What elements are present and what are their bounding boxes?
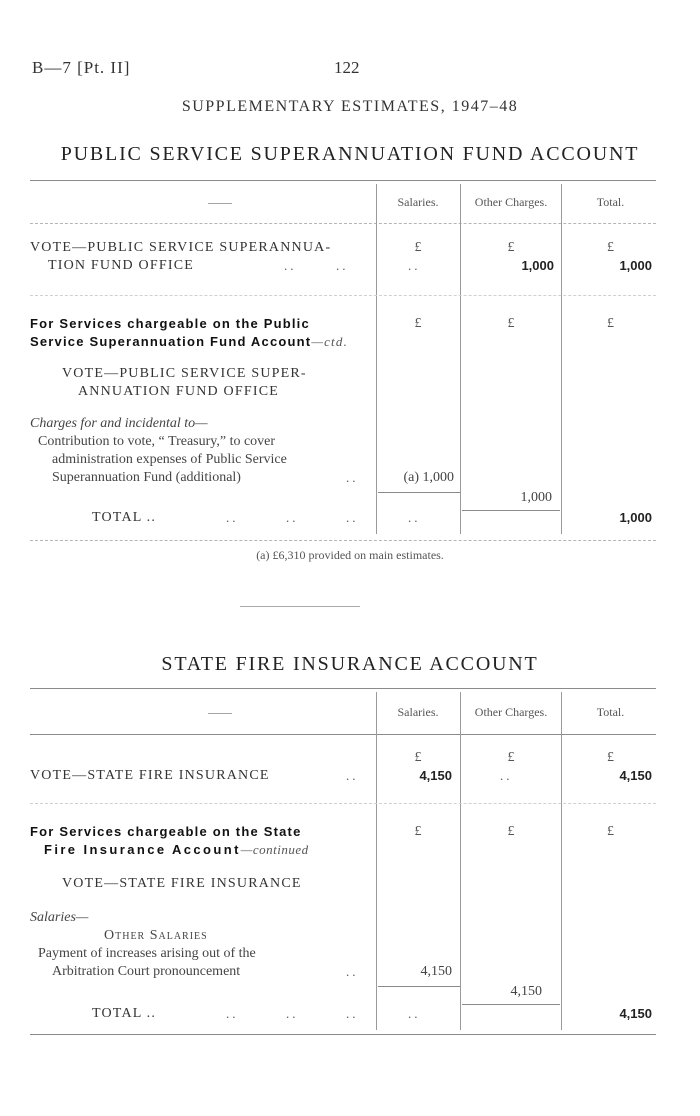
- services-heading: For Services chargeable on the State: [30, 824, 302, 839]
- table-rule-bottom: [30, 540, 656, 541]
- subtotal-rule: [378, 986, 460, 987]
- pound-sign: £: [507, 824, 515, 839]
- services-heading-cont: Service Superannuation Fund Account—ctd.: [30, 334, 349, 349]
- other-salaries-heading: Other Salaries: [104, 928, 208, 943]
- pound-sign: £: [414, 316, 422, 331]
- services-heading-cont: Fire Insurance Account—continued: [44, 842, 309, 857]
- vote-label: VOTE—STATE FIRE INSURANCE: [30, 768, 270, 783]
- leader-dots: ..: [346, 510, 359, 525]
- table-rule-header: [30, 734, 656, 735]
- vote-total: 1,000: [619, 258, 652, 273]
- leader-dots: ..: [336, 258, 349, 273]
- column-header-other-charges: Other Charges.: [474, 195, 548, 209]
- document-title: SUPPLEMENTARY ESTIMATES, 1947–48: [181, 98, 519, 115]
- footnote: (a) £6,310 provided on main estimates.: [256, 548, 444, 562]
- subtotal-rule: [462, 1004, 560, 1005]
- page-reference: B—7 [Pt. II]: [32, 58, 131, 77]
- services-suffix: —ctd.: [311, 334, 349, 349]
- column-rule: [460, 184, 461, 534]
- leader-dots: ..: [346, 768, 359, 783]
- leader-dots: ..: [346, 964, 359, 979]
- leader-dots: ..: [286, 510, 299, 525]
- vote-other-charges: 1,000: [521, 258, 554, 273]
- page-number: 122: [334, 58, 360, 77]
- table-rule-header: [30, 223, 656, 224]
- section-rule: [30, 803, 656, 804]
- subtotal-rule: [378, 492, 460, 493]
- pound-sign: £: [607, 824, 614, 839]
- account-total: 4,150: [619, 1006, 652, 1021]
- total-label: TOTAL ..: [92, 1006, 157, 1021]
- section-rule: [30, 295, 656, 296]
- item-salaries: 4,150: [420, 964, 452, 979]
- pound-sign: £: [607, 750, 614, 765]
- salaries-heading: Salaries—: [30, 910, 89, 925]
- services-heading: For Services chargeable on the Public: [30, 316, 310, 331]
- pound-sign: £: [507, 316, 515, 331]
- account-title-superannuation: PUBLIC SERVICE SUPERANNUATION FUND ACCOUNT: [60, 143, 640, 165]
- column-rule: [376, 184, 377, 534]
- pound-sign: £: [414, 824, 422, 839]
- leader-dots: ..: [346, 1006, 359, 1021]
- column-rule: [376, 692, 377, 1030]
- pound-sign: £: [607, 316, 614, 331]
- pound-sign: £: [507, 240, 515, 255]
- pound-sign: £: [507, 750, 515, 765]
- leader-dots: ..: [226, 510, 239, 525]
- pound-sign: £: [607, 240, 614, 255]
- item-description-cont: Arbitration Court pronouncement: [52, 964, 241, 979]
- empty-salaries-dots: ..: [408, 510, 421, 525]
- vote-total: 4,150: [619, 768, 652, 783]
- item-salaries: (a) 1,000: [403, 470, 454, 485]
- column-header-salaries: Salaries.: [397, 705, 439, 719]
- subvote-label-cont: ANNUATION FUND OFFICE: [78, 384, 279, 399]
- section-separator: [240, 606, 360, 607]
- charges-heading: Charges for and incidental to—: [30, 416, 208, 431]
- item-description: Payment of increases arising out of the: [38, 946, 256, 961]
- column-header-total: Total.: [596, 705, 625, 719]
- table-rule-top: [30, 180, 656, 181]
- account-total: 1,000: [619, 510, 652, 525]
- leader-dots: ..: [284, 258, 297, 273]
- column-header-other-charges: Other Charges.: [474, 705, 548, 719]
- column-rule: [561, 692, 562, 1030]
- leader-dots: ..: [346, 470, 359, 485]
- item-other-charges: 1,000: [520, 490, 552, 505]
- services-suffix: —continued: [240, 842, 309, 857]
- column-rule: [460, 692, 461, 1030]
- empty-other-dots: ..: [500, 768, 513, 783]
- subtotal-rule: [462, 510, 560, 511]
- empty-salaries-dots: ..: [408, 258, 421, 273]
- pound-sign: £: [414, 750, 422, 765]
- vote-salaries: 4,150: [419, 768, 452, 783]
- vote-label: VOTE—PUBLIC SERVICE SUPERANNUA-: [30, 240, 332, 255]
- column-rule: [561, 184, 562, 534]
- pound-sign: £: [414, 240, 422, 255]
- column-header-blank: ——: [208, 705, 232, 719]
- leader-dots: ..: [226, 1006, 239, 1021]
- vote-label-cont: TION FUND OFFICE: [48, 258, 194, 273]
- item-description-cont: administration expenses of Public Service: [52, 452, 287, 467]
- table-rule-top: [30, 688, 656, 689]
- total-label: TOTAL ..: [92, 510, 157, 525]
- column-header-total: Total.: [596, 195, 625, 209]
- account-title-fire-insurance: STATE FIRE INSURANCE ACCOUNT: [161, 653, 539, 675]
- item-other-charges: 4,150: [510, 984, 542, 999]
- table-rule-bottom: [30, 1034, 656, 1035]
- empty-salaries-dots: ..: [408, 1006, 421, 1021]
- item-description-cont: Superannuation Fund (additional): [52, 470, 241, 485]
- subvote-label: VOTE—STATE FIRE INSURANCE: [62, 876, 302, 891]
- item-description: Contribution to vote, “ Treasury,” to cover: [38, 434, 276, 449]
- column-header-salaries: Salaries.: [397, 195, 439, 209]
- column-header-blank: ——: [208, 195, 232, 209]
- subvote-label: VOTE—PUBLIC SERVICE SUPER-: [62, 366, 307, 381]
- leader-dots: ..: [286, 1006, 299, 1021]
